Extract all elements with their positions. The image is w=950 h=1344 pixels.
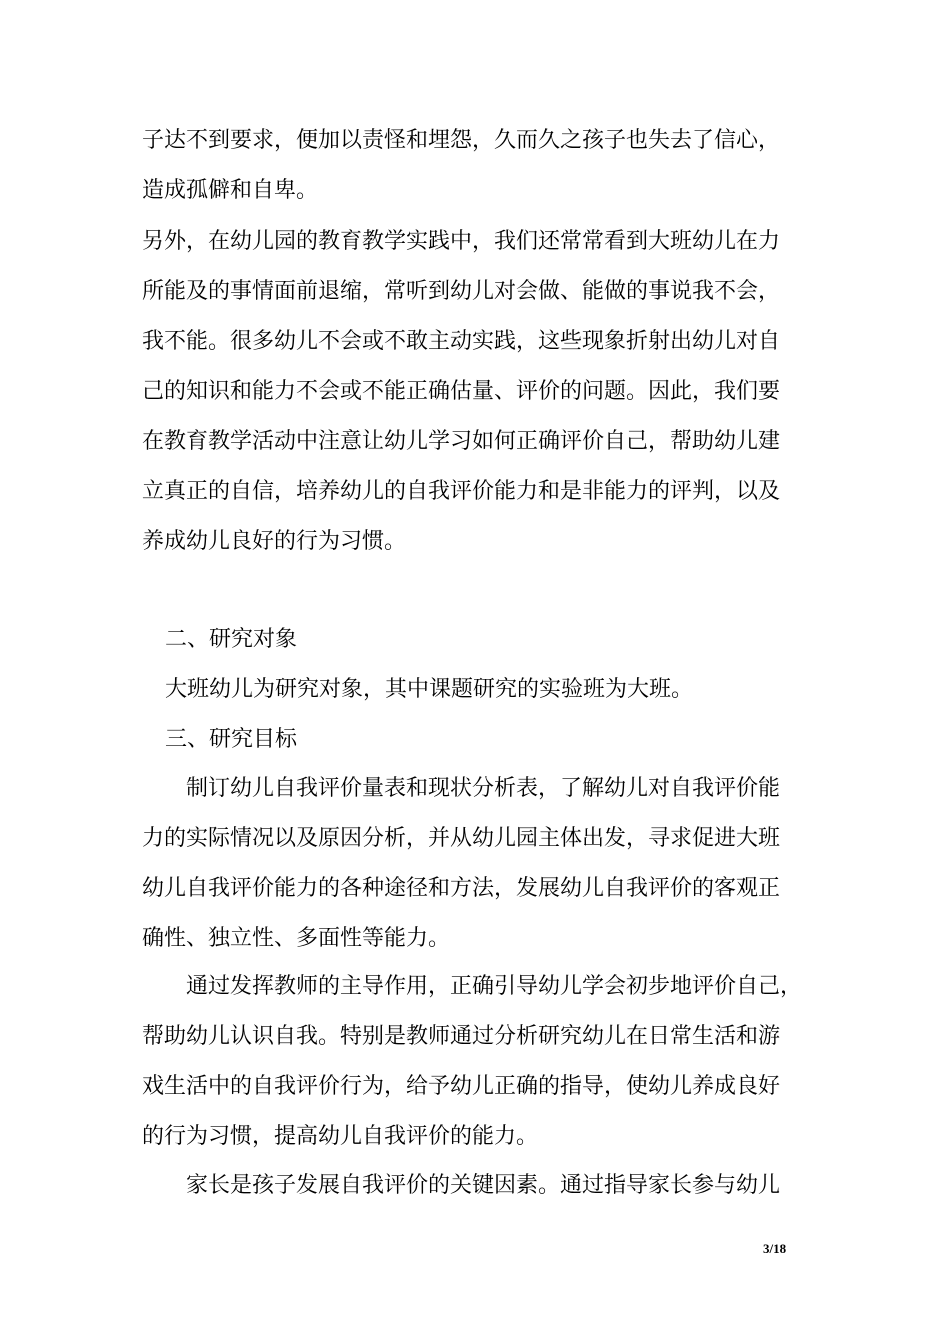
text-line: 通过发挥教师的主导作用，正确引导幼儿学会初步地评价自己，: [186, 974, 803, 999]
text-line: 幼儿自我评价能力的各种途径和方法，发展幼儿自我评价的客观正: [142, 876, 781, 901]
text-line: 戏生活中的自我评价行为，给予幼儿正确的指导，使幼儿养成良好: [142, 1074, 781, 1099]
text-line: 家长是孩子发展自我评价的关键因素。通过指导家长参与幼儿: [186, 1173, 781, 1198]
text-line: 力的实际情况以及原因分析，并从幼儿园主体出发，寻求促进大班: [142, 826, 781, 851]
text-line: 帮助幼儿认识自我。特别是教师通过分析研究幼儿在日常生活和游: [142, 1024, 781, 1049]
section-heading: 三、研究目标: [165, 727, 298, 752]
text-line: 确性、独立性、多面性等能力。: [142, 926, 451, 951]
text-line: 另外，在幼儿园的教育教学实践中，我们还常常看到大班幼儿在力: [142, 229, 781, 254]
text-line: 造成孤僻和自卑。: [142, 178, 319, 203]
text-line: 所能及的事情面前退缩，常听到幼儿对会做、能做的事说我不会，: [142, 279, 781, 304]
text-line: 养成幼儿良好的行为习惯。: [142, 529, 407, 554]
section-heading: 二、研究对象: [165, 627, 298, 652]
text-line: 我不能。很多幼儿不会或不敢主动实践，这些现象折射出幼儿对自: [142, 329, 781, 354]
text-line: 制订幼儿自我评价量表和现状分析表，了解幼儿对自我评价能: [186, 776, 781, 801]
text-line: 在教育教学活动中注意让幼儿学习如何正确评价自己，帮助幼儿建: [142, 429, 781, 454]
text-line: 子达不到要求，便加以责怪和埋怨，久而久之孩子也失去了信心，: [142, 128, 781, 153]
text-line: 的行为习惯，提高幼儿自我评价的能力。: [142, 1124, 539, 1149]
text-line: 己的知识和能力不会或不能正确估量、评价的问题。因此，我们要: [142, 379, 781, 404]
text-line: 立真正的自信，培养幼儿的自我评价能力和是非能力的评判，以及: [142, 479, 781, 504]
page-number: 3/18: [763, 1241, 787, 1256]
text-line: 大班幼儿为研究对象，其中课题研究的实验班为大班。: [165, 677, 694, 702]
